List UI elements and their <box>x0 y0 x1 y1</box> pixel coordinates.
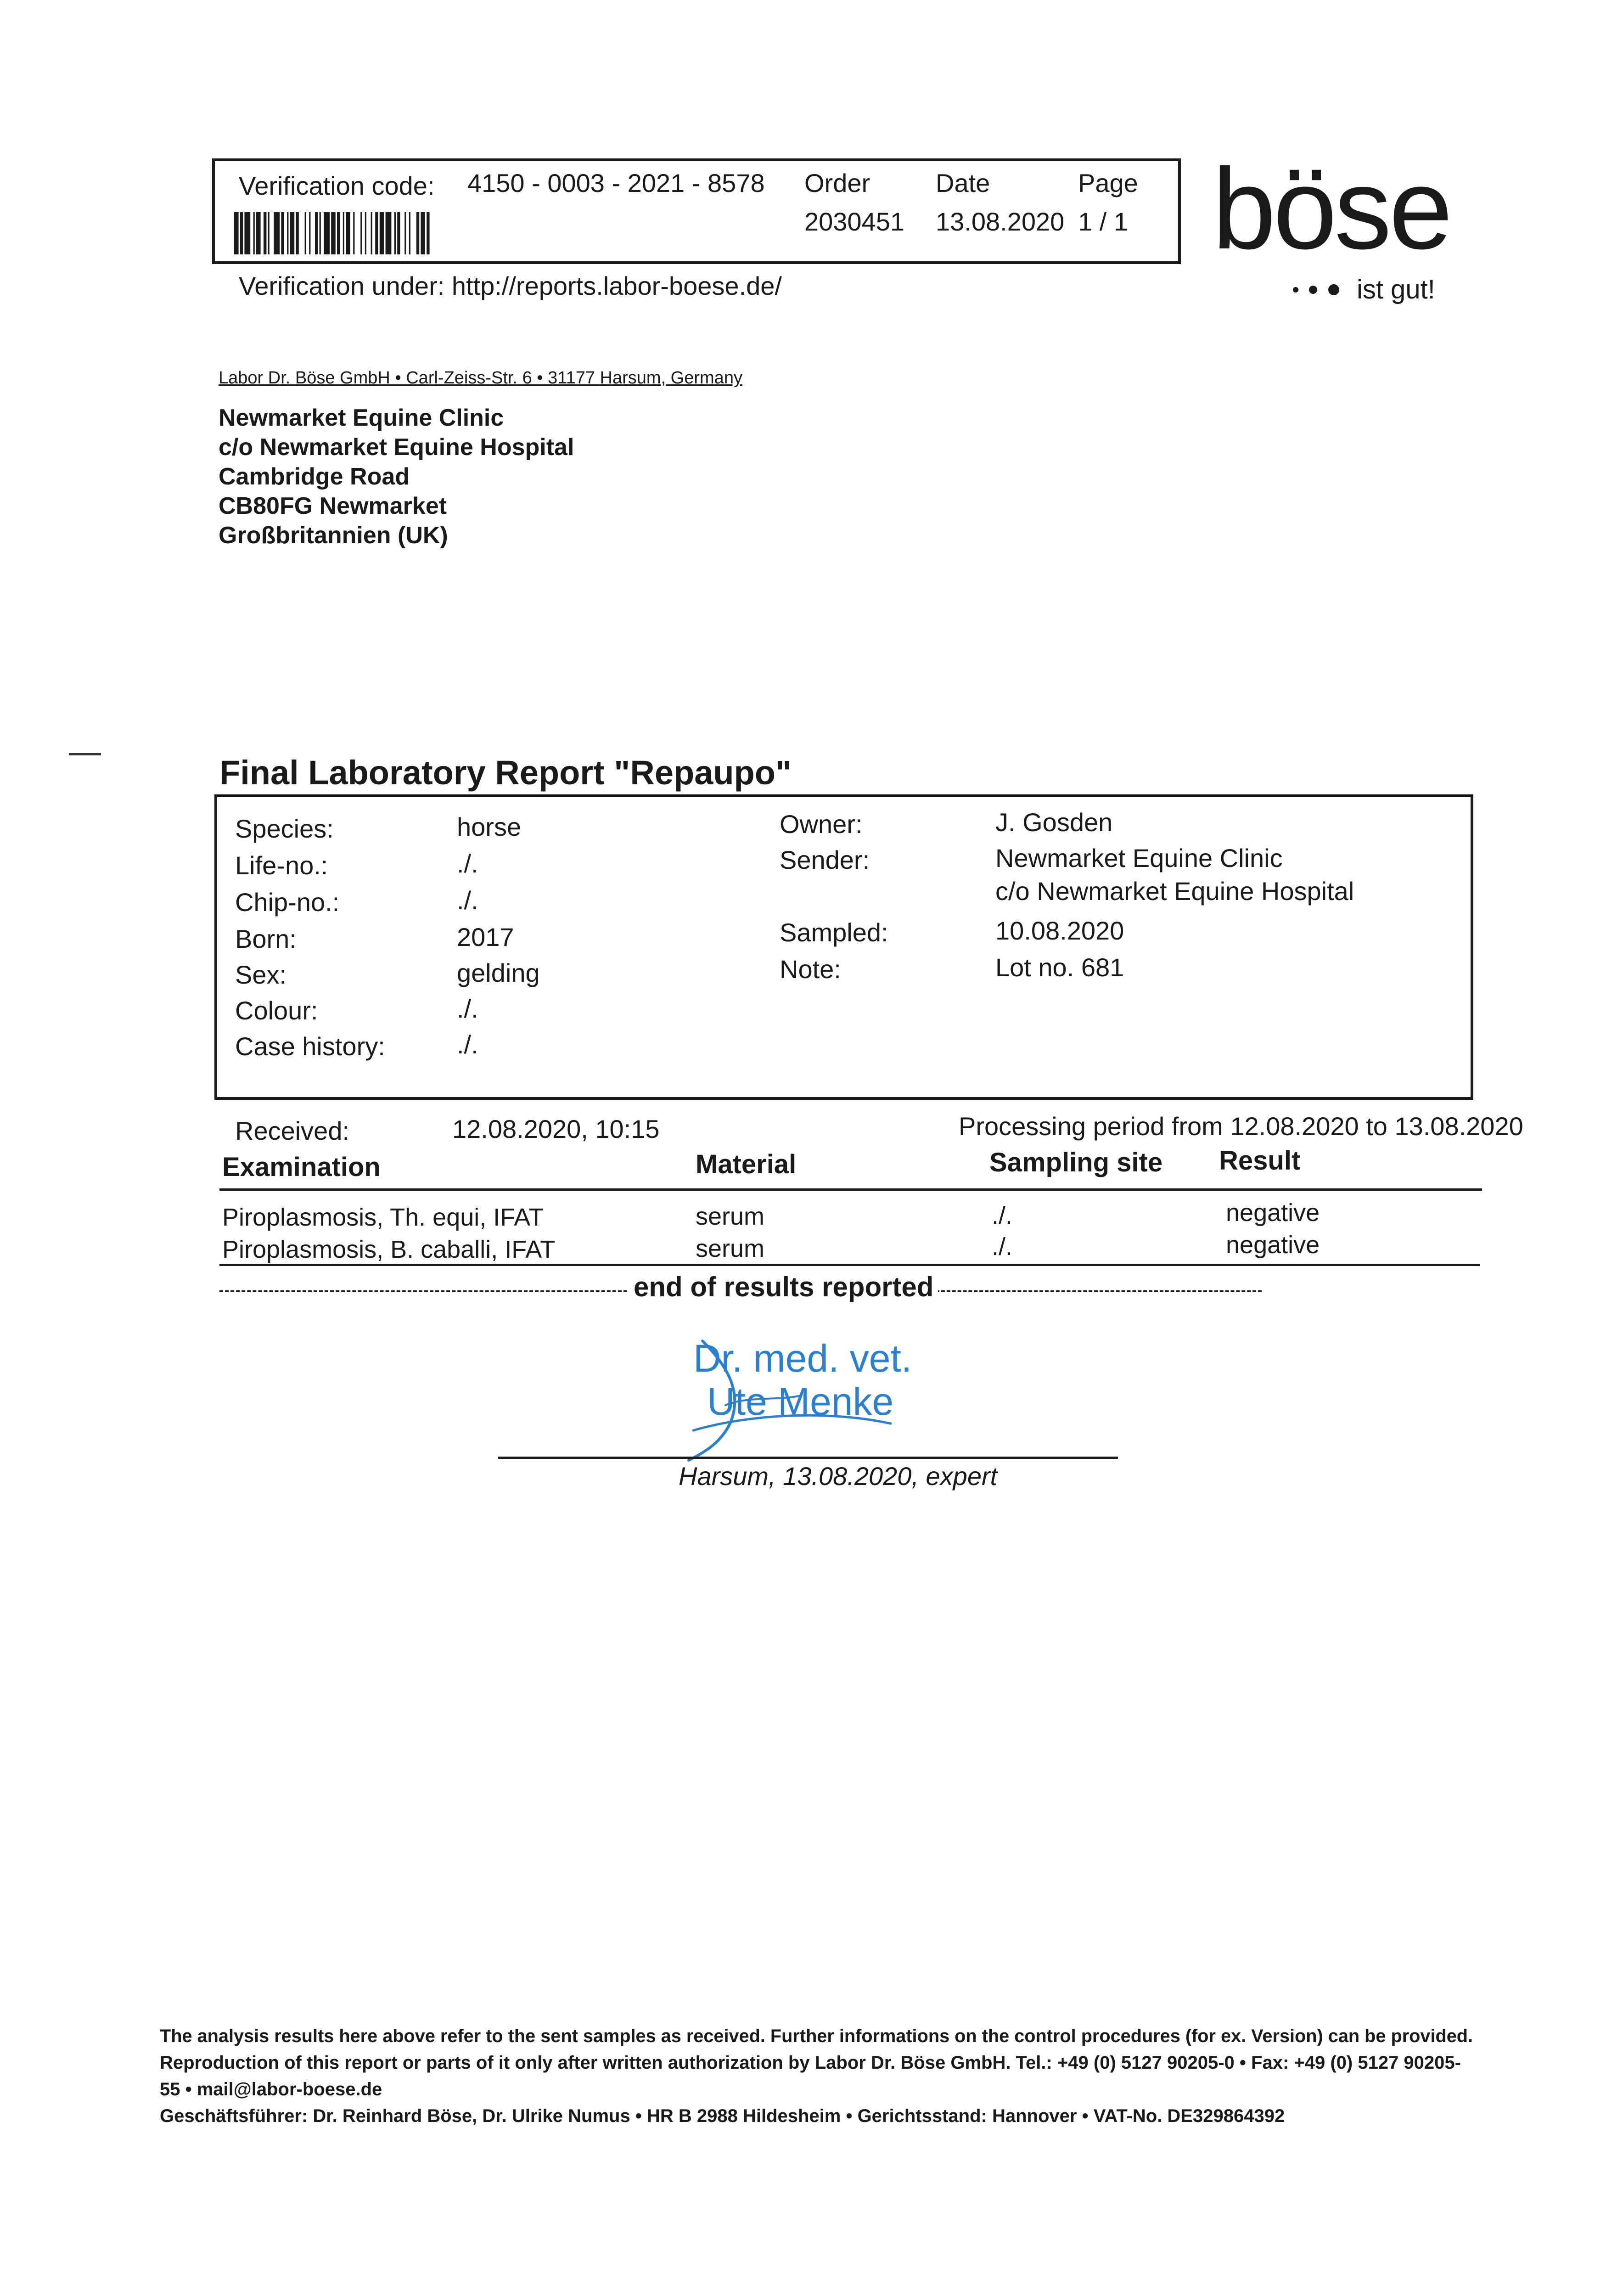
lab-sender-address-line: Labor Dr. Böse GmbH • Carl-Zeiss-Str. 6 • 31177 Harsum, Germany <box>219 368 742 388</box>
chip-no-label: Chip-no.: <box>235 888 340 917</box>
report-title: Final Laboratory Report "Repaupo" <box>219 754 792 792</box>
signature-stamp-name: Ute Menke <box>707 1380 894 1423</box>
case-history-label: Case history: <box>235 1032 385 1061</box>
recipient-line: CB80FG Newmarket <box>219 493 447 519</box>
recipient-line: c/o Newmarket Equine Hospital <box>219 434 574 461</box>
result-row-site: ./. <box>992 1202 1013 1229</box>
table-bottom-rule <box>219 1264 1480 1266</box>
date-label: Date <box>936 169 990 197</box>
verification-code-value: 4150 - 0003 - 2021 - 8578 <box>467 169 765 197</box>
fold-mark <box>69 753 101 755</box>
material-column-header: Material <box>696 1149 797 1179</box>
result-row-site: ./. <box>992 1233 1013 1261</box>
sender-value-line-2: c/o Newmarket Equine Hospital <box>995 877 1354 906</box>
note-label: Note: <box>780 955 841 984</box>
life-no-value: ./. <box>457 849 478 878</box>
date-value: 13.08.2020 <box>936 207 1065 236</box>
order-value: 2030451 <box>804 207 905 236</box>
logo-tagline: ist gut! <box>1357 275 1435 304</box>
verification-code-label: Verification code: <box>239 171 435 200</box>
signature-rule <box>498 1457 1118 1459</box>
processing-period: Processing period from 12.08.2020 to 13.08.2020 <box>959 1112 1523 1141</box>
received-value: 12.08.2020, 10:15 <box>452 1114 660 1143</box>
sampled-label: Sampled: <box>780 918 888 947</box>
page-value: 1 / 1 <box>1078 207 1128 236</box>
sex-label: Sex: <box>235 960 287 989</box>
result-column-header: Result <box>1219 1146 1301 1176</box>
signature-caption: Harsum, 13.08.2020, expert <box>679 1462 998 1491</box>
signature-stamp-title: Dr. med. vet. <box>693 1337 912 1380</box>
recipient-line: Newmarket Equine Clinic <box>219 405 504 431</box>
sender-value: Newmarket Equine Clinic <box>995 844 1283 872</box>
owner-label: Owner: <box>780 810 863 838</box>
species-value: horse <box>457 812 522 841</box>
result-row-result: negative <box>1226 1231 1320 1259</box>
table-header-rule <box>219 1188 1482 1191</box>
footer-company-line: Geschäftsführer: Dr. Reinhard Böse, Dr. Ulrike Numus • HR B 2988 Hildesheim • Gerichtsstand: Hannover • VAT-No. DE329864392 <box>160 2106 1285 2126</box>
sex-value: gelding <box>457 958 540 987</box>
received-label: Received: <box>235 1116 350 1145</box>
born-label: Born: <box>235 924 297 953</box>
sampled-value: 10.08.2020 <box>995 916 1124 945</box>
sender-label: Sender: <box>780 845 870 874</box>
result-row-material: serum <box>696 1235 765 1262</box>
handwritten-signature <box>675 1327 932 1479</box>
result-row-examination: Piroplasmosis, Th. equi, IFAT <box>222 1204 544 1231</box>
born-value: 2017 <box>457 923 514 951</box>
colour-value: ./. <box>457 994 478 1023</box>
end-of-results-text: end of results reported <box>629 1271 938 1303</box>
footer-disclaimer-line: The analysis results here above refer to the sent samples as received. Further informations on the control procedures (for ex. Version) can be provided. <box>160 2026 1473 2046</box>
chip-no-value: ./. <box>457 886 478 915</box>
page-label: Page <box>1078 169 1138 197</box>
colour-label: Colour: <box>235 996 318 1025</box>
owner-value: J. Gosden <box>995 808 1113 837</box>
note-value: Lot no. 681 <box>995 953 1124 982</box>
verification-url: Verification under: http://reports.labor-boese.de/ <box>239 271 782 300</box>
order-label: Order <box>804 169 870 197</box>
species-label: Species: <box>235 814 334 843</box>
examination-column-header: Examination <box>222 1152 381 1182</box>
result-row-examination: Piroplasmosis, B. caballi, IFAT <box>222 1236 556 1263</box>
recipient-line: Cambridge Road <box>219 463 410 490</box>
footer-disclaimer-line: Reproduction of this report or parts of it only after written authorization by Labor Dr. Böse GmbH. Tel.: +49 (0) 5127 90205-0 • Fax: +49 (0) 5127 90205- <box>160 2053 1461 2073</box>
result-row-result: negative <box>1226 1199 1320 1227</box>
result-row-material: serum <box>696 1203 765 1230</box>
sampling-site-column-header: Sampling site <box>989 1148 1163 1177</box>
logo-dots-icon <box>1290 282 1345 296</box>
boese-logo-wordmark: böse <box>1212 145 1450 273</box>
life-no-label: Life-no.: <box>235 851 328 880</box>
case-history-value: ./. <box>457 1030 478 1059</box>
barcode-image <box>234 212 546 254</box>
footer-contact-line: 55 • mail@labor-boese.de <box>160 2079 382 2099</box>
recipient-line: Großbritannien (UK) <box>219 522 448 549</box>
